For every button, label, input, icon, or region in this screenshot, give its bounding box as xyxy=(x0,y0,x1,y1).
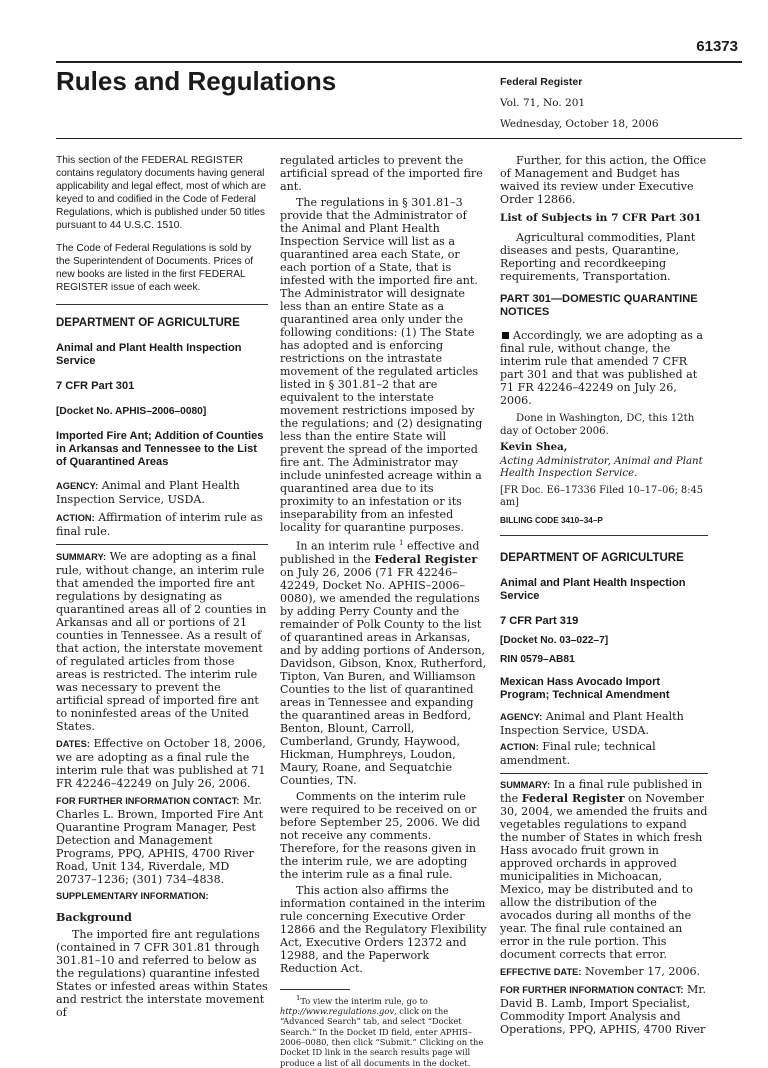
footnote-text: , click on the “Advanced Search” tab, and select “Docket Search.” In the Docket ID field, enter APHIS–2006–0080, then click “Submit.” Clicking on the Docket ID link in the search results page will produce a list of all documents in the docket. xyxy=(280,1005,484,1068)
amendment-text: Accordingly, we are adopting as a final rule, without change, the interim rule that amended 7 CFR part 301 and that was published at 71 FR 42246–42249 on July 26, 2006. xyxy=(500,329,704,407)
summary-text: In a final rule published in the xyxy=(500,777,703,805)
docket-number: [Docket No. 03–022–7] xyxy=(500,634,609,646)
action-text: Affirmation of interim rule as final rule. xyxy=(56,511,263,538)
agency-line xyxy=(500,710,708,737)
signer-name: Kevin Shea, xyxy=(500,441,568,453)
agency-line xyxy=(56,479,268,506)
contact-label: FOR FURTHER INFORMATION CONTACT: xyxy=(500,984,684,995)
footnote-link[interactable]: http://www.regulations.gov xyxy=(280,1005,395,1016)
body-paragraph: Comments on the interim rule were required to be received on or before September 25, 2006. We did not receive any comments. Therefore, for the reasons given in the interim rule, we are adopting the interim rule as a final rule. xyxy=(280,789,480,881)
federal-register-ref: Federal Register xyxy=(521,791,625,805)
background-heading: Background xyxy=(56,911,132,924)
supplementary-label: SUPPLEMENTARY INFORMATION: xyxy=(56,891,209,901)
action-line xyxy=(56,511,268,538)
summary-label: SUMMARY: xyxy=(500,779,551,790)
cfr-part: 7 CFR Part 319 xyxy=(500,614,579,627)
publication-name: Federal Register xyxy=(500,76,583,88)
department-heading: DEPARTMENT OF AGRICULTURE xyxy=(56,317,240,329)
federal-register-ref: Federal Register xyxy=(374,552,478,566)
page-title: Rules and Regulations xyxy=(56,66,337,96)
done-at-line: Done in Washington, DC, this 12th day of October 2006. xyxy=(500,413,695,437)
header-rule xyxy=(56,61,742,63)
page-number: 61373 xyxy=(696,38,738,55)
bullet-square-icon xyxy=(502,332,509,339)
action-text: Final rule; technical amendment. xyxy=(500,739,656,767)
dates-text: Effective on October 18, 2006, we are adopting as a final rule the interim rule that was published at 71 FR 42246–42249 on July 26, 2006. xyxy=(56,737,266,790)
footnote-divider xyxy=(280,989,350,990)
footnote xyxy=(280,993,488,1068)
column-right xyxy=(500,154,708,1036)
cfr-part: 7 CFR Part 301 xyxy=(56,380,135,392)
agency-text: Animal and Plant Health Inspection Service, USDA. xyxy=(56,479,240,506)
text-span: effective and published in the xyxy=(280,539,480,566)
effective-date-paragraph xyxy=(500,965,708,979)
dates-paragraph xyxy=(56,737,268,790)
docket-number: [Docket No. APHIS–2006–0080] xyxy=(56,406,207,417)
section-divider xyxy=(56,304,268,305)
agency-heading: Animal and Plant Health Inspection Service xyxy=(500,576,686,602)
contact-text: Mr. David B. Lamb, Import Specialist, Commodity Import Analysis and Operations, PPQ, APHIS, 4700 River xyxy=(500,982,707,1036)
rule-title: Imported Fire Ant; Addition of Counties in Arkansas and Tennessee to the List of Quarantined Areas xyxy=(56,430,264,468)
footnote-number: 1 xyxy=(296,993,301,1002)
summary-label: SUMMARY: xyxy=(56,552,107,562)
effective-date-text: November 17, 2006. xyxy=(584,964,701,978)
department-heading: DEPARTMENT OF AGRICULTURE xyxy=(500,551,684,564)
footnote-text: To view the interim rule, go to xyxy=(300,995,428,1006)
effective-date-label: EFFECTIVE DATE: xyxy=(500,966,582,977)
section-divider xyxy=(56,544,268,545)
agency-text: Animal and Plant Health Inspection Service, USDA. xyxy=(500,709,684,737)
section-divider xyxy=(500,773,708,774)
body-paragraph: Further, for this action, the Office of Management and Budget has waived its review under Executive Order 12866. xyxy=(500,154,707,206)
background-paragraph: The imported fire ant regulations (contained in 7 CFR 301.81 through 301.81–10 and referred to below as the regulations) quarantine infested States or infested areas within States and restrict the interstate movement of xyxy=(56,928,268,1019)
interim-rule-paragraph xyxy=(280,537,488,787)
agency-label: AGENCY: xyxy=(56,481,99,491)
body-paragraph: This action also affirms the information contained in the interim rule concerning Executive Order 12866 and the Regulatory Flexibility Act, Executive Orders 12372 and 12988, and the Paperwork Reduction Act. xyxy=(280,883,487,975)
summary-paragraph xyxy=(500,778,708,961)
part-heading: PART 301—DOMESTIC QUARANTINE NOTICES xyxy=(500,293,698,318)
section-divider xyxy=(500,535,708,536)
subjects-list: Agricultural commodities, Plant diseases and pests, Quarantine, Reporting and recordkeeping requirements, Transportation. xyxy=(500,231,696,283)
agency-label: AGENCY: xyxy=(500,711,543,722)
agency-heading: Animal and Plant Health Inspection Service xyxy=(56,342,242,367)
summary-text: on November 30, 2004, we amended the fruits and vegetables regulations to expand the number of States in which fresh Hass avocado fruit grown in approved orchards in approved municipalities in Michoacan, Mexico, may be distributed and to allow the distribution of the avocados during all months of the year. The final rule contained an error in the rule portion. This document corrects that error. xyxy=(500,791,708,961)
fr-doc-line: [FR Doc. E6–17336 Filed 10–17–06; 8:45 am] xyxy=(500,484,703,508)
billing-code: BILLING CODE 3410–34–P xyxy=(500,515,603,525)
contact-paragraph xyxy=(56,794,268,886)
summary-paragraph xyxy=(56,550,268,733)
issue-date: Wednesday, October 18, 2006 xyxy=(500,118,659,130)
action-line xyxy=(500,740,708,767)
footnote-ref: 1 xyxy=(399,539,404,547)
rule-title: Mexican Hass Avocado Import Program; Technical Amendment xyxy=(500,675,670,701)
contact-paragraph xyxy=(500,983,708,1036)
body-paragraph: regulated articles to prevent the artificial spread of the imported fire ant. xyxy=(280,154,483,193)
intro-paragraph: The Code of Federal Regulations is sold by the Superintendent of Documents. Prices of new books are listed in the first FEDERAL REGISTER issue of each week. xyxy=(56,243,254,293)
dates-label: DATES: xyxy=(56,739,90,749)
action-label: ACTION: xyxy=(56,513,95,523)
action-label: ACTION: xyxy=(500,741,539,752)
text-span: In an interim rule xyxy=(296,539,396,553)
contact-text: Mr. Charles L. Brown, Imported Fire Ant Quarantine Program Manager, Pest Detection and Management Programs, PPQ, APHIS, 4700 River Road, Unit 134, Riverdale, MD 20737–1236; (301) 734–4838. xyxy=(56,794,264,886)
volume-number: Vol. 71, No. 201 xyxy=(500,97,586,109)
body-paragraph: The regulations in § 301.81–3 provide that the Administrator of the Animal and Plant Health Inspection Service will list as a quarantined area each State, or each portion of a State, that is infested with the imported fire ant. The Administrator will designate less than an entire State as a quarantined area only under the following conditions: (1) The State has adopted and is enforcing restrictions on the intrastate movement of the regulated articles listed in § 301.81–2 that are equivalent to the interstate movement restrictions imposed by the regulations; and (2) designating less than the entire State will prevent the spread of the imported fire ant. The Administrator may include uninfested acreage within a quarantined area due to its proximity to an infestation or its inseparability from an infested locality for quarantine purposes. xyxy=(280,196,483,534)
amendment-paragraph xyxy=(500,329,708,407)
signer-title: Acting Administrator, Animal and Plant Health Inspection Service. xyxy=(500,455,703,479)
subjects-heading: List of Subjects in 7 CFR Part 301 xyxy=(500,212,702,224)
column-left xyxy=(56,154,268,1019)
text-span: on July 26, 2006 (71 FR 42246–42249, Docket No. APHIS–2006–0080), we amended the regulations by adding Perry County and the remainder of Polk County to the list of quarantined areas in Arkansas, and by adding portions of Anderson, Davidson, Gibson, Knox, Rutherford, Tipton, Van Buren, and Williamson Counties to the list of quarantined areas in Tennessee and expanding the quarantined areas in Bedford, Benton, Blount, Carroll, Cumberland, Grundy, Haywood, Hickman, Humphreys, Loudon, Maury, Roane, and Sequatchie Counties, TN. xyxy=(280,565,487,787)
rin-number: RIN 0579–AB81 xyxy=(500,653,575,665)
summary-text: We are adopting as a final rule, without change, an interim rule that amended the imported fire ant regulations by designating as quarantined areas all of 2 counties in Arkansas and all or portions of 21 counties in Tennessee. As a result of that action, the interstate movement of regulated articles from those areas is restricted. The interim rule was necessary to prevent the artificial spread of imported fire ant to noninfested areas of the United States. xyxy=(56,550,267,733)
publication-info xyxy=(500,72,659,135)
intro-paragraph: This section of the FEDERAL REGISTER contains regulatory documents having general applicability and legal effect, most of which are keyed to and codified in the Code of Federal Regulations, which is published under 50 titles pursuant to 44 U.S.C. 1510. xyxy=(56,155,266,231)
column-middle xyxy=(280,154,488,1068)
contact-label: FOR FURTHER INFORMATION CONTACT: xyxy=(56,796,240,806)
header-bottom-rule xyxy=(56,138,742,139)
